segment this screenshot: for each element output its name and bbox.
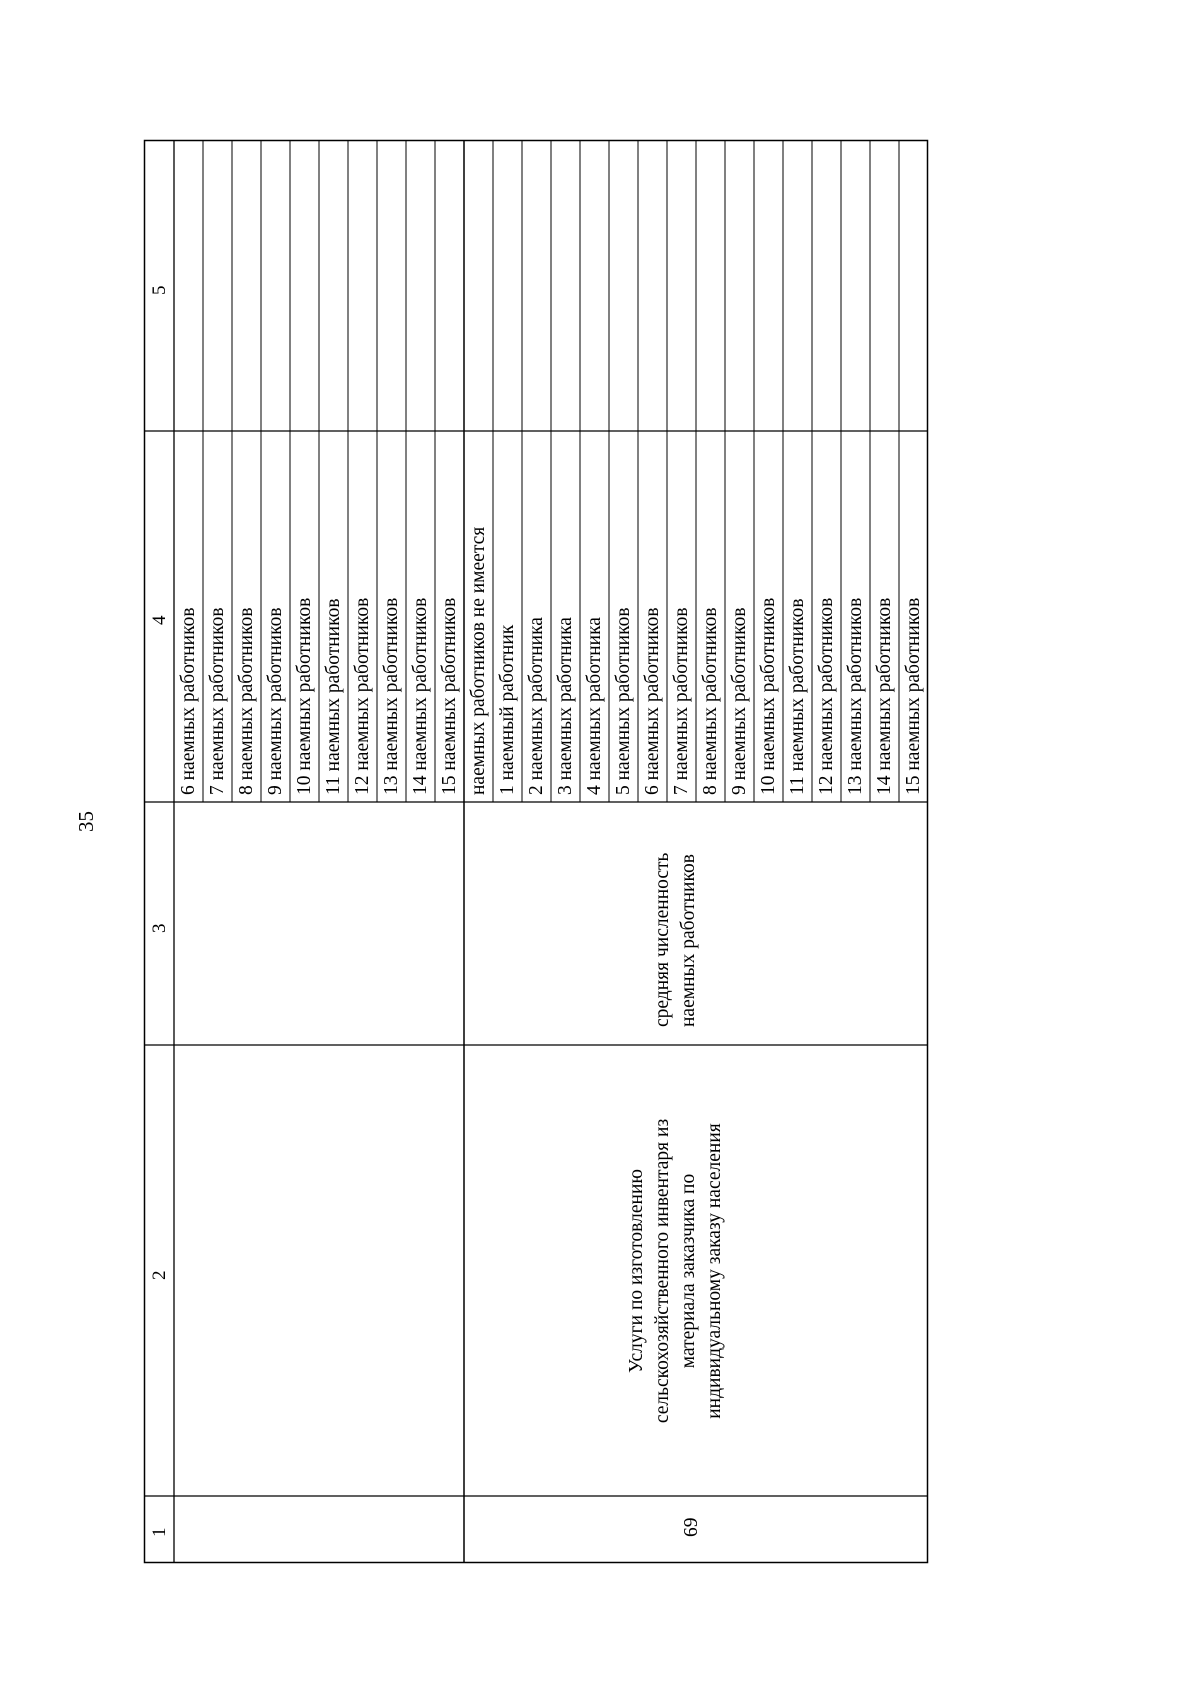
employees-cell: 8 наемных работников (700, 607, 721, 795)
employees-cell: 15 наемных работников (903, 597, 924, 795)
value-cell (871, 0, 899, 146)
employees-cell: 11 наемных работников (787, 598, 808, 795)
value-cell (813, 0, 841, 146)
value-cell (233, 0, 261, 146)
header-col-3: 3 (149, 923, 170, 933)
value-cell (175, 0, 203, 146)
employees-cell: 9 наемных работников (265, 607, 286, 795)
header-col-4: 4 (149, 615, 170, 625)
service-name-line: сельскохозяйственного инвентаря из (652, 1118, 673, 1424)
employees-cell: 10 наемных работников (294, 597, 315, 795)
service-name-line: индивидуальному заказу населения (704, 1123, 725, 1419)
value-cell (552, 0, 580, 146)
value-cell (436, 0, 464, 146)
employees-cell: 7 наемных работников (671, 607, 692, 795)
row-number: 69 (681, 1517, 702, 1537)
value-cell (291, 0, 319, 146)
value-cell (784, 0, 812, 146)
employees-cell: 3 наемных работника (555, 617, 576, 795)
value-cell (581, 0, 609, 146)
table-grid (144, 140, 928, 1563)
value-cell (378, 0, 406, 146)
header-col-2: 2 (149, 1270, 170, 1280)
value-cell (610, 0, 638, 146)
employees-cell: 6 наемных работников (642, 607, 663, 795)
header-col-1: 1 (149, 1527, 170, 1537)
value-cell (755, 0, 783, 146)
value-cell (349, 0, 377, 146)
employees-cell: 4 наемных работника (584, 617, 605, 795)
value-cell (668, 0, 696, 146)
employees-cell: 14 наемных работников (410, 597, 431, 795)
employees-cell: 7 наемных работников (207, 607, 228, 795)
indicator-name (650, 853, 702, 1027)
value-cell (842, 0, 870, 146)
employees-cell: 9 наемных работников (729, 607, 750, 795)
employees-cell: 6 наемных работников (178, 607, 199, 795)
employees-cell: 13 наемных работников (381, 597, 402, 795)
employees-cell: 12 наемных работников (352, 597, 373, 795)
value-cell (320, 0, 348, 146)
employees-cell: наемных работников не имеется (468, 526, 489, 795)
indicator-name-line: наемных работников (678, 854, 699, 1027)
employees-cell: 10 наемных работников (758, 597, 779, 795)
value-cell (204, 0, 232, 146)
employees-cell: 14 наемных работников (874, 597, 895, 795)
service-name-line: Услуги по изготовлению (626, 1169, 647, 1373)
employees-cell: 11 наемных работников (323, 598, 344, 795)
value-cell (494, 0, 522, 146)
value-cell (465, 0, 493, 146)
value-cell (697, 0, 725, 146)
page-number: 35 (74, 811, 98, 832)
indicator-name-line: средняя численность (652, 852, 673, 1027)
value-cell (639, 0, 667, 146)
value-cell (407, 0, 435, 146)
employees-cell: 8 наемных работников (236, 607, 257, 795)
header-col-5: 5 (149, 285, 170, 295)
employees-cell: 2 наемных работника (526, 617, 547, 795)
employees-cell: 1 наемный работник (497, 624, 518, 795)
service-name (624, 1062, 728, 1480)
value-cell (726, 0, 754, 146)
employees-cell: 13 наемных работников (845, 597, 866, 795)
value-cell (523, 0, 551, 146)
value-cell (262, 0, 290, 146)
employees-cell: 5 наемных работников (613, 607, 634, 795)
employees-cell: 15 наемных работников (439, 597, 460, 795)
service-name-line: материала заказчика по (678, 1173, 699, 1369)
value-cell (900, 0, 928, 146)
employees-cell: 12 наемных работников (816, 597, 837, 795)
tariff-table (144, 140, 928, 1563)
